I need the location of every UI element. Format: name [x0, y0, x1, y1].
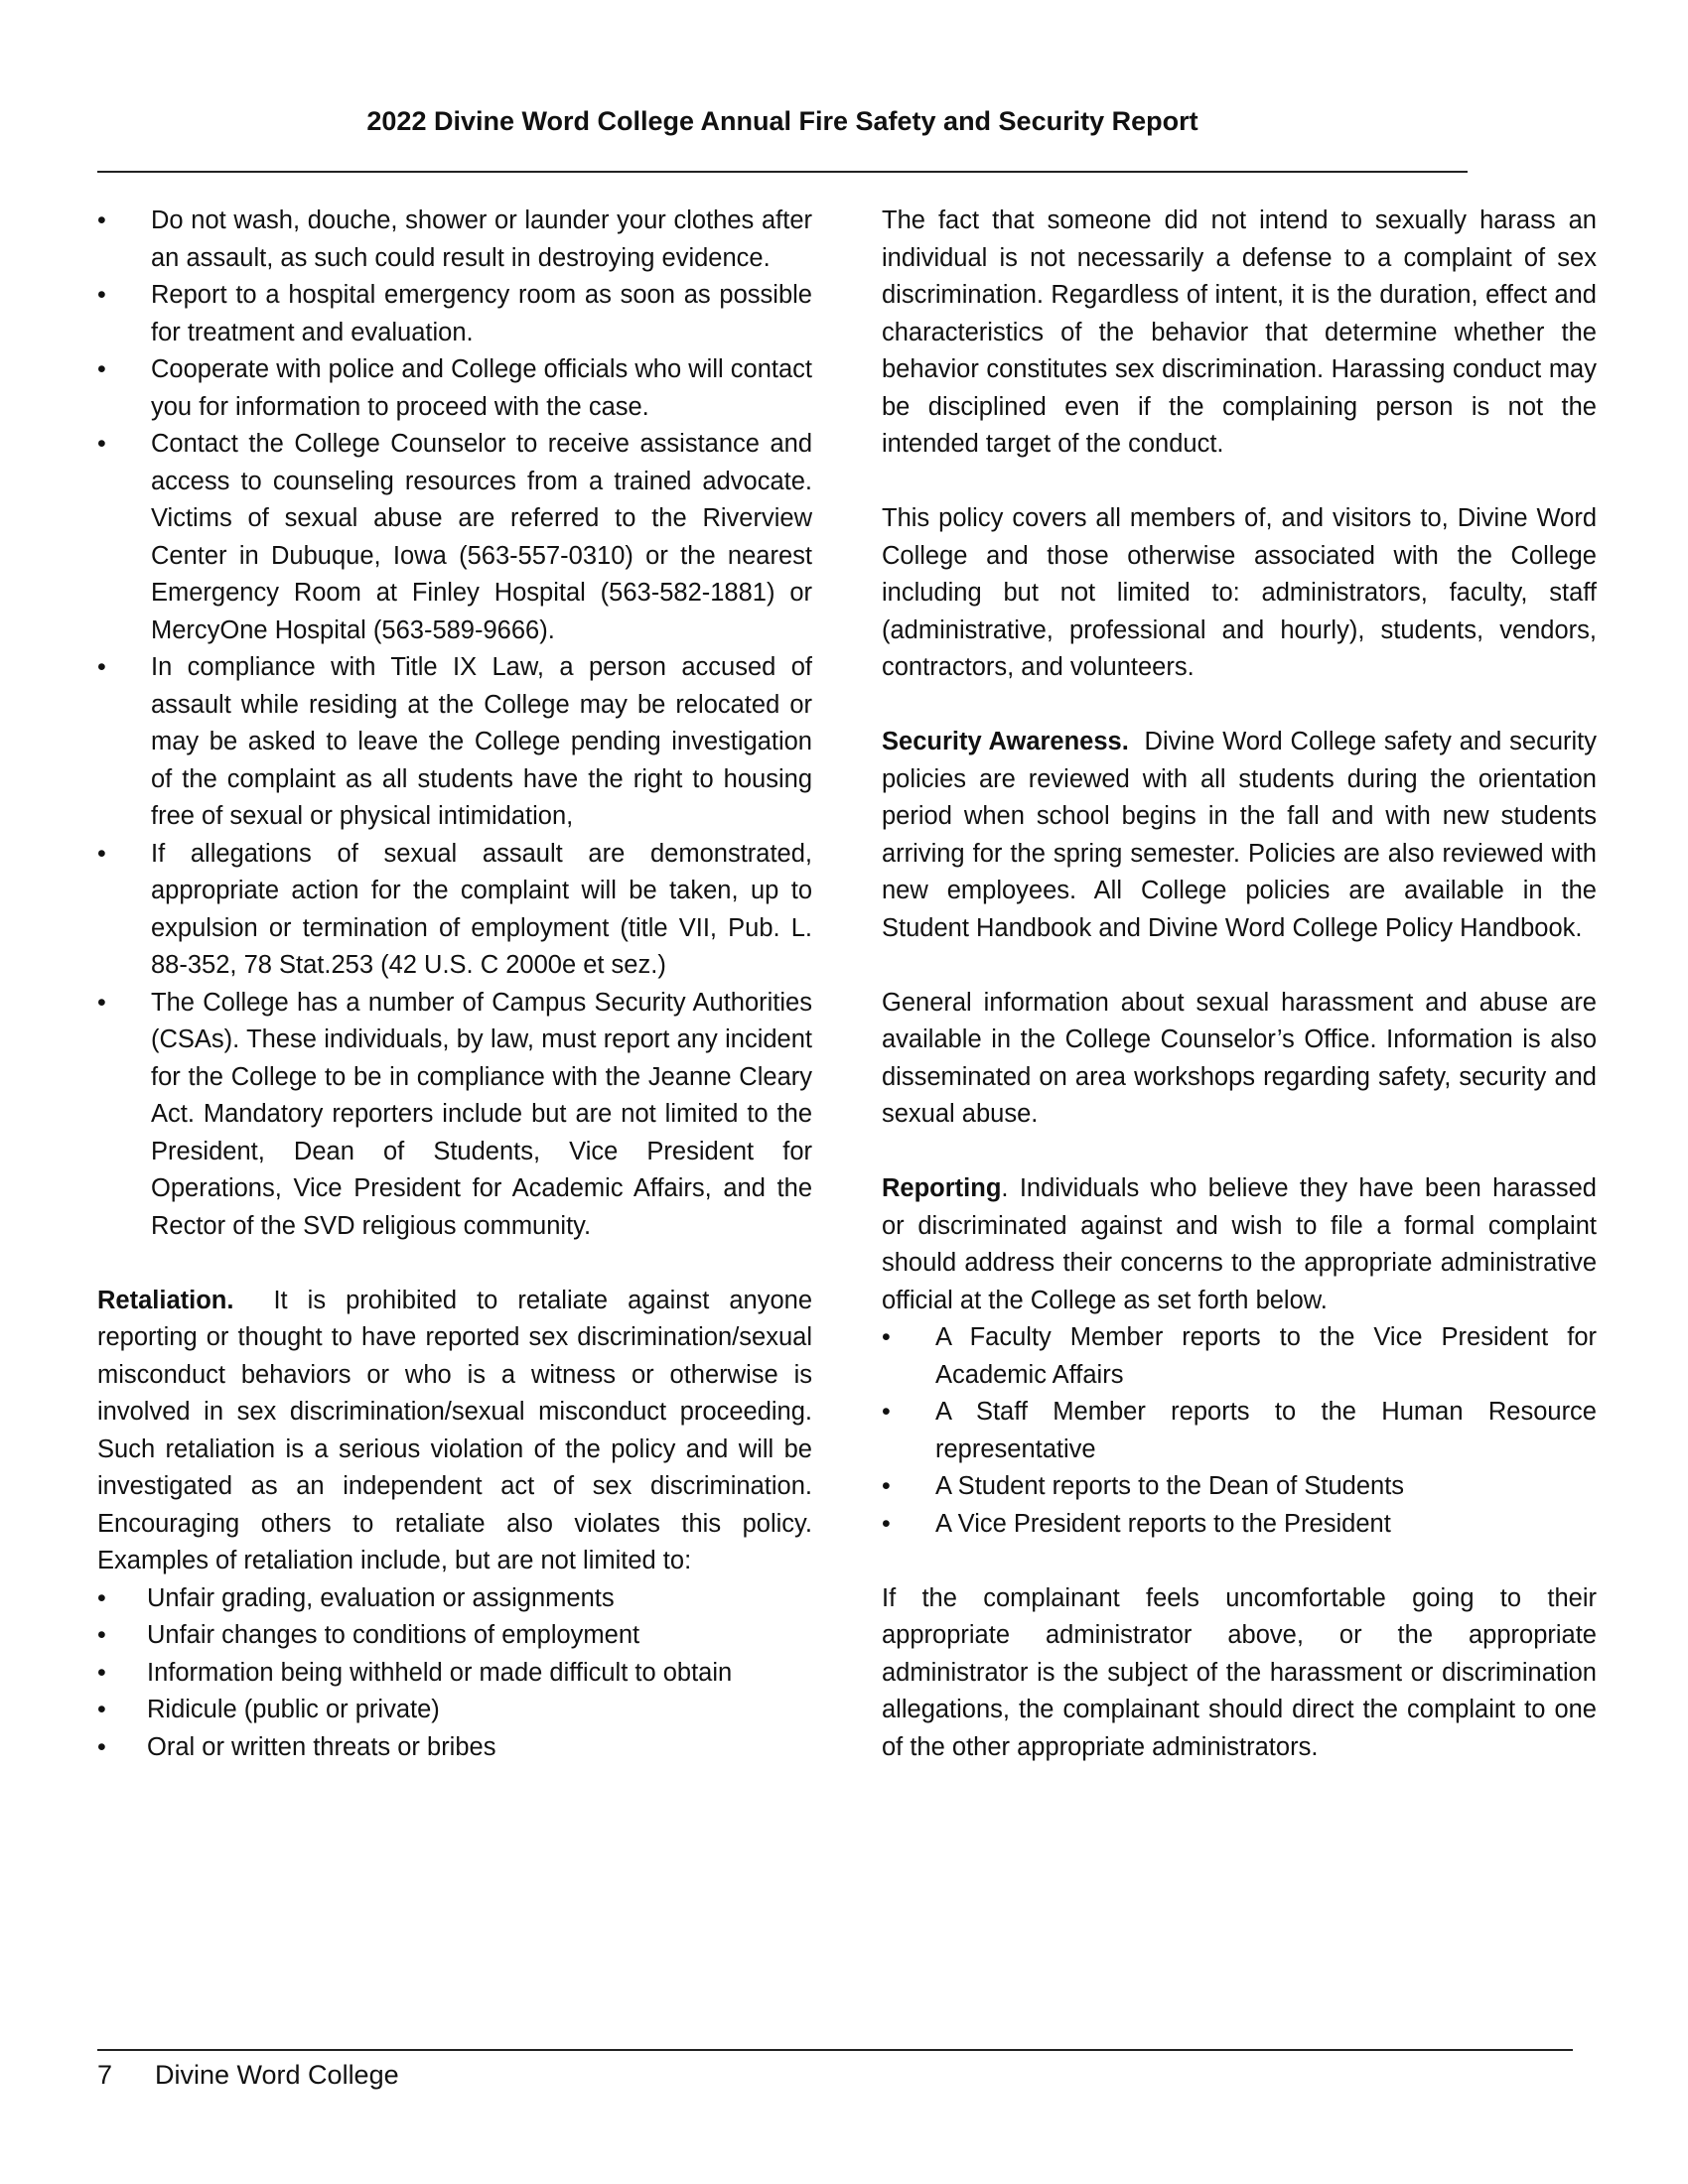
reporting-paragraph	[882, 1170, 1597, 1319]
coverage-paragraph: This policy covers all members of, and visitors to, Divine Word College and those otherwise associated with the College including but not limited to: administrators, faculty, staff (administrative, professional and hourly), students, vendors, contractors, and volunteers.	[882, 504, 1597, 681]
general-info-paragraph: General information about sexual harassment and abuse are available in the College Counselor’s Office. Information is also disseminated on area workshops regarding safety, security and sexual abuse.	[882, 988, 1597, 1128]
list-item: • In compliance with Title IX Law, a person accused of assault while residing at the College may be relocated or may be asked to leave the College pending investigation of the complaint as all students have the right to housing free of sexual or physical intimidation,	[97, 649, 812, 836]
list-item: • If allegations of sexual assault are demonstrated, appropriate action for the complaint will be taken, up to expulsion or termination of employment (title VII, Pub. L. 88-352, 78 Stat.253 (42 U.S. C 2000e et sez.)	[97, 836, 812, 985]
list-item: • Unfair grading, evaluation or assignments	[97, 1580, 812, 1618]
list-item: • Oral or written threats or bribes	[97, 1729, 812, 1767]
header-divider	[97, 171, 1468, 173]
footer-divider	[97, 2049, 1573, 2051]
spacer	[882, 1543, 1597, 1580]
retaliation-text: It is prohibited to retaliate against anyone reporting or thought to have reported sex discrimination/sexual misconduct behaviors or who is a witness or otherwise is involved in sex discrimination/sexual misconduct proceeding. Such retaliation is a serious violation of the policy and will be investigated as an independent act of sex discrimination. Encouraging others to retaliate also violates this policy. Examples of retaliation include, but are not limited to:	[97, 1286, 812, 1574]
spacer	[97, 1245, 812, 1283]
security-awareness-paragraph	[882, 724, 1597, 947]
list-item: • Information being withheld or made difficult to obtain	[97, 1655, 812, 1693]
spacer	[882, 1134, 1597, 1171]
list-item: • Report to a hospital emergency room as soon as possible for treatment and evaluation.	[97, 277, 812, 351]
page-header-title: 2022 Divine Word College Annual Fire Safety and Security Report	[366, 106, 1198, 136]
page-number: 7	[97, 2060, 113, 2090]
footer-text: Divine Word College	[155, 2060, 399, 2090]
intent-paragraph: The fact that someone did not intend to sexually harass an individual is not necessarily a defense to a complaint of sex discrimination. Regardless of intent, it is the duration, effect and characteristics of the behavior that determine whether the behavior constitutes sex discrimination. Harassing conduct may be disciplined even if the complaining person is not the intended target of the conduct.	[882, 206, 1597, 458]
list-item: • Do not wash, douche, shower or launder your clothes after an assault, as such could result in destroying evidence.	[97, 203, 812, 277]
right-column	[882, 203, 1597, 1766]
list-item: • Ridicule (public or private)	[97, 1692, 812, 1729]
assault-guidance-list	[97, 203, 812, 1245]
retaliation-examples-list	[97, 1580, 812, 1767]
security-awareness-text: Divine Word College safety and security policies are reviewed with all students during the orientation period when school begins in the fall and with new students arriving for the spring semester. Policies are also reviewed with new employees. All College policies are available in the Student Handbook and Divine Word College Policy Handbook.	[882, 728, 1598, 942]
left-column	[97, 203, 812, 1766]
reporting-heading: Reporting	[882, 1174, 1002, 1202]
list-item: • A Staff Member reports to the Human Resource representative	[882, 1394, 1597, 1468]
complainant-paragraph: If the complainant feels uncomfortable going to their appropriate administrator above, or the appropriate administrator is the subject of the harassment or discrimination allegations, the complainant should direct the complaint to one of the other appropriate administrators.	[882, 1583, 1597, 1761]
page-footer	[97, 2057, 399, 2093]
list-item: • Unfair changes to conditions of employment	[97, 1617, 812, 1655]
reporting-text: . Individuals who believe they have been harassed or discriminated against and wish to file a formal complaint should address their concerns to the appropriate administrative official at the College as set forth below.	[882, 1174, 1597, 1314]
list-item: • The College has a number of Campus Security Authorities (CSAs). These individuals, by law, must report any incident for the College to be in compliance with the Jeanne Cleary Act. Mandatory reporters include but are not limited to the President, Dean of Students, Vice President for Operations, Vice President for Academic Affairs, and the Rector of the SVD religious community.	[97, 985, 812, 1246]
spacer	[882, 687, 1597, 725]
list-item: • A Student reports to the Dean of Students	[882, 1468, 1597, 1506]
list-item: • A Vice President reports to the President	[882, 1506, 1597, 1544]
list-item: • A Faculty Member reports to the Vice President for Academic Affairs	[882, 1319, 1597, 1394]
reporting-list	[882, 1319, 1597, 1543]
spacer	[882, 947, 1597, 985]
security-awareness-heading: Security Awareness.	[882, 728, 1129, 755]
list-item: • Cooperate with police and College officials who will contact you for information to proceed with the case.	[97, 351, 812, 426]
spacer	[882, 464, 1597, 501]
list-item: • Contact the College Counselor to receive assistance and access to counseling resources from a trained advocate. Victims of sexual abuse are referred to the Riverview Center in Dubuque, Iowa (563-557-0310) or the nearest Emergency Room at Finley Hospital (563-582-1881) or MercyOne Hospital (563-589-9666).	[97, 426, 812, 649]
retaliation-paragraph	[97, 1283, 812, 1580]
retaliation-heading: Retaliation.	[97, 1286, 234, 1314]
